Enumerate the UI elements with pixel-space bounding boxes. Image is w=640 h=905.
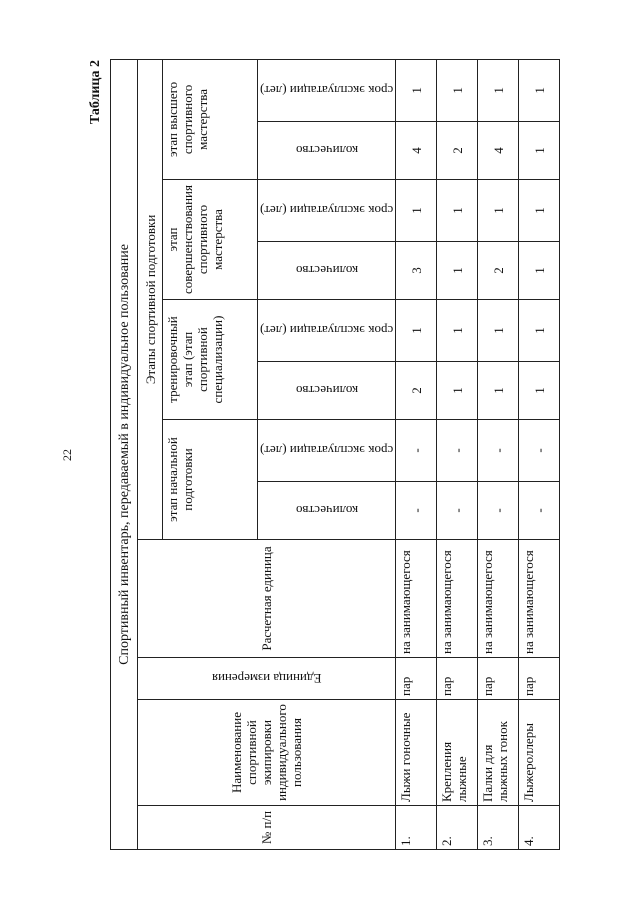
cell-value: - bbox=[519, 482, 560, 540]
cell-value: 2 bbox=[396, 362, 437, 420]
row-unit: пар bbox=[437, 658, 478, 700]
header-term: срок эксплуатации (лет) bbox=[258, 180, 396, 242]
header-num: № п/п bbox=[138, 806, 396, 850]
header-quantity: количество bbox=[258, 362, 396, 420]
header-term: срок эксплуатации (лет) bbox=[258, 59, 396, 121]
table-title: Спортивный инвентарь, передаваемый в индивидуальное пользование bbox=[111, 59, 138, 849]
header-unit: Единица измерения bbox=[138, 658, 396, 700]
cell-value: - bbox=[396, 482, 437, 540]
cell-value: 1 bbox=[478, 362, 519, 420]
cell-value: - bbox=[437, 482, 478, 540]
header-term: срок эксплуатации (лет) bbox=[258, 300, 396, 362]
cell-value: 1 bbox=[437, 362, 478, 420]
cell-value: - bbox=[478, 482, 519, 540]
header-stage-initial: этап начальной подготовки bbox=[163, 420, 258, 540]
cell-value: 2 bbox=[478, 242, 519, 300]
cell-value: 1 bbox=[519, 242, 560, 300]
header-name: Наименование спортивной экипировки индивидуального пользования bbox=[138, 700, 396, 806]
row-num: 2. bbox=[437, 806, 478, 850]
cell-value: 4 bbox=[478, 122, 519, 180]
row-name: Палки для лыжных гонок bbox=[478, 700, 519, 806]
header-quantity: количество bbox=[258, 482, 396, 540]
row-num: 3. bbox=[478, 806, 519, 850]
rotated-table-area bbox=[88, 60, 547, 850]
cell-value: 1 bbox=[519, 362, 560, 420]
cell-value: 1 bbox=[437, 242, 478, 300]
header-stage-improvement: этап совершенствования спортивного мастерства bbox=[163, 180, 258, 300]
table-row bbox=[519, 59, 560, 849]
header-quantity: количество bbox=[258, 242, 396, 300]
cell-value: 1 bbox=[519, 122, 560, 180]
cell-value: - bbox=[478, 420, 519, 482]
header-stage-training: тренировочный этап (этап спортивной специализации) bbox=[163, 300, 258, 420]
cell-value: 2 bbox=[437, 122, 478, 180]
cell-value: 3 bbox=[396, 242, 437, 300]
row-name: Лыжероллеры bbox=[519, 700, 560, 806]
cell-value: 1 bbox=[396, 300, 437, 362]
row-unit: пар bbox=[396, 658, 437, 700]
row-name: Крепления лыжные bbox=[437, 700, 478, 806]
cell-value: 1 bbox=[437, 59, 478, 121]
header-quantity: количество bbox=[258, 122, 396, 180]
row-unit: пар bbox=[478, 658, 519, 700]
row-calc-unit: на занимающегося bbox=[437, 540, 478, 658]
cell-value: - bbox=[396, 420, 437, 482]
cell-value: - bbox=[519, 420, 560, 482]
header-term: срок эксплуатации (лет) bbox=[258, 420, 396, 482]
row-unit: пар bbox=[519, 658, 560, 700]
cell-value: 1 bbox=[437, 180, 478, 242]
table-caption: Таблица 2 bbox=[88, 60, 103, 125]
table-row bbox=[478, 59, 519, 849]
row-name: Лыжи гоночные bbox=[396, 700, 437, 806]
table-row bbox=[396, 59, 437, 849]
cell-value: 1 bbox=[478, 300, 519, 362]
header-calc-unit: Расчетная единица bbox=[138, 540, 396, 658]
row-calc-unit: на занимающегося bbox=[396, 540, 437, 658]
row-num: 4. bbox=[519, 806, 560, 850]
cell-value: 1 bbox=[519, 300, 560, 362]
cell-value: 1 bbox=[437, 300, 478, 362]
cell-value: 1 bbox=[478, 59, 519, 121]
cell-value: 1 bbox=[396, 59, 437, 121]
table-row bbox=[437, 59, 478, 849]
cell-value: - bbox=[437, 420, 478, 482]
row-calc-unit: на занимающегося bbox=[519, 540, 560, 658]
cell-value: 1 bbox=[519, 59, 560, 121]
cell-value: 4 bbox=[396, 122, 437, 180]
row-calc-unit: на занимающегося bbox=[478, 540, 519, 658]
cell-value: 1 bbox=[396, 180, 437, 242]
row-num: 1. bbox=[396, 806, 437, 850]
page-number: 22 bbox=[60, 449, 74, 461]
equipment-table bbox=[110, 59, 560, 850]
header-stage-highest: этап высшего спортивного мастерства bbox=[163, 59, 258, 179]
cell-value: 1 bbox=[519, 180, 560, 242]
header-stages-group: Этапы спортивной подготовки bbox=[138, 59, 163, 539]
cell-value: 1 bbox=[478, 180, 519, 242]
